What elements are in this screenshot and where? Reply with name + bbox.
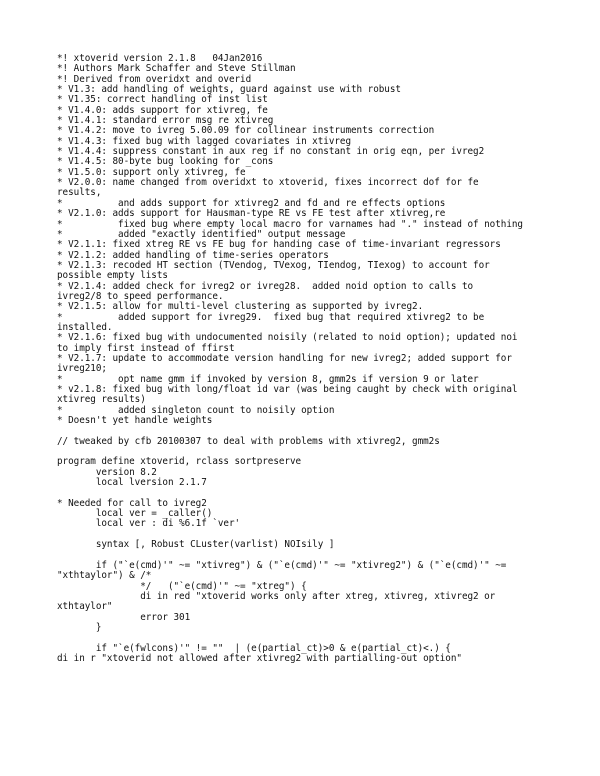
code-line: "xthtaylor") & /* — [57, 570, 152, 582]
code-line: error 301 — [57, 611, 191, 623]
code-line: to imply first instead of ffirst — [57, 342, 235, 354]
code-line: possible empty lists — [57, 270, 168, 282]
source-code-listing — [57, 54, 592, 664]
code-line: program define xtoverid, rclass sortpreserve — [57, 456, 302, 468]
code-line: * fixed bug where empty local macro for varnames had "." instead of nothing — [57, 218, 523, 230]
code-line: * Doesn't yet handle weights — [57, 415, 213, 427]
code-line: } — [57, 621, 102, 633]
code-line: * V1.4.4: suppress constant in aux reg if no constant in orig eqn, per ivreg2 — [57, 146, 485, 158]
code-line: * V2.1.6: fixed bug with undocumented noisily (related to noid option); updated noi — [57, 332, 518, 344]
code-line: syntax [, Robust CLuster(varlist) NOIsily ] — [57, 539, 335, 551]
code-line: results, — [57, 187, 102, 199]
code-line: *! xtoverid version 2.1.8 04Jan2016 — [57, 53, 263, 64]
code-line: * and adds support for xtivreg2 and fd and re effects options — [57, 197, 446, 209]
code-line: xtivreg results) — [57, 394, 146, 406]
code-line: version 8.2 — [57, 466, 157, 478]
code-line: di in r "xtoverid not allowed after xtivreg2 with partialling-out option" — [57, 652, 462, 664]
code-line: local lversion 2.1.7 — [57, 477, 207, 489]
code-line: * added support for ivreg29. fixed bug that required xtivreg2 to be — [57, 311, 485, 323]
code-line: * added singleton count to noisily option — [57, 404, 335, 416]
code-line: * V2.1.5: allow for multi-level clustering as supported by ivreg2. — [57, 301, 424, 313]
code-line: di in red "xtoverid works only after xtreg, xtivreg, xtivreg2 or — [57, 590, 496, 602]
code-line: * V1.4.2: move to ivreg 5.00.09 for collinear instruments correction — [57, 125, 435, 137]
code-line: local ver = _caller() — [57, 508, 213, 520]
code-line: * Needed for call to ivreg2 — [57, 497, 207, 509]
code-line: * V1.4.1: standard error msg re xtivreg — [57, 115, 274, 127]
code-line: */ ("`e(cmd)'" ~= "xtreg") { — [57, 580, 307, 592]
code-line: * V2.0.0: name changed from overidxt to xtoverid, fixes incorrect dof for fe — [57, 177, 479, 189]
code-line: * V2.1.3: recoded HT section (TVendog, TVexog, TIendog, TIexog) to account for — [57, 259, 490, 271]
code-line: * V1.4.5: 80-byte bug looking for _cons — [57, 156, 274, 168]
code-line: * V2.1.2: added handling of time-series operators — [57, 249, 329, 261]
code-line: * V2.1.1: fixed xtreg RE vs FE bug for handing case of time-invariant regressors — [57, 239, 501, 251]
code-line: installed. — [57, 321, 113, 333]
code-line: ivreg2/8 to speed performance. — [57, 290, 224, 302]
code-line: if ("`e(cmd)'" ~= "xtivreg") & ("`e(cmd)'" ~= "xtivreg2") & ("`e(cmd)'" ~= — [57, 559, 507, 571]
code-line: *! Derived from overidxt and overid — [57, 73, 252, 85]
code-line: * v2.1.8: fixed bug with long/float id var (was being caught by check with original — [57, 384, 518, 395]
code-line: if "`e(fwlcons)'" != "" | (e(partial_ct)>0 & e(partial_ct)<.) { — [57, 642, 451, 654]
code-line: // tweaked by cfb 20100307 to deal with problems with xtivreg2, gmm2s — [57, 435, 440, 447]
code-line: * V1.4.0: adds support for xtivreg, fe — [57, 104, 268, 116]
code-line: * opt name gmm if invoked by version 8, gmm2s if version 9 or later — [57, 373, 479, 385]
code-line: * V2.1.0: adds support for Hausman-type RE vs FE test after xtivreg,re — [57, 208, 446, 220]
code-line: * V2.1.7: update to accommodate version handling for new ivreg2; added support for — [57, 352, 512, 364]
code-line: * V2.1.4: added check for ivreg2 or ivreg28. added noid option to calls to — [57, 280, 474, 292]
code-line: * V1.5.0: support only xtivreg, fe — [57, 166, 246, 178]
code-line: * added "exactly identified" output message — [57, 228, 346, 240]
code-line: xthtaylor" — [57, 601, 113, 613]
code-line: * V1.35: correct handling of inst list — [57, 94, 268, 106]
code-line: * V1.4.3: fixed bug with lagged covariates in xtivreg — [57, 135, 352, 147]
code-line: *! Authors Mark Schaffer and Steve Stillman — [57, 63, 296, 75]
code-line: local ver : di %6.1f `ver' — [57, 518, 241, 530]
code-line: * V1.3: add handling of weights, guard against use with robust — [57, 84, 401, 96]
code-line: ivreg210; — [57, 363, 107, 375]
